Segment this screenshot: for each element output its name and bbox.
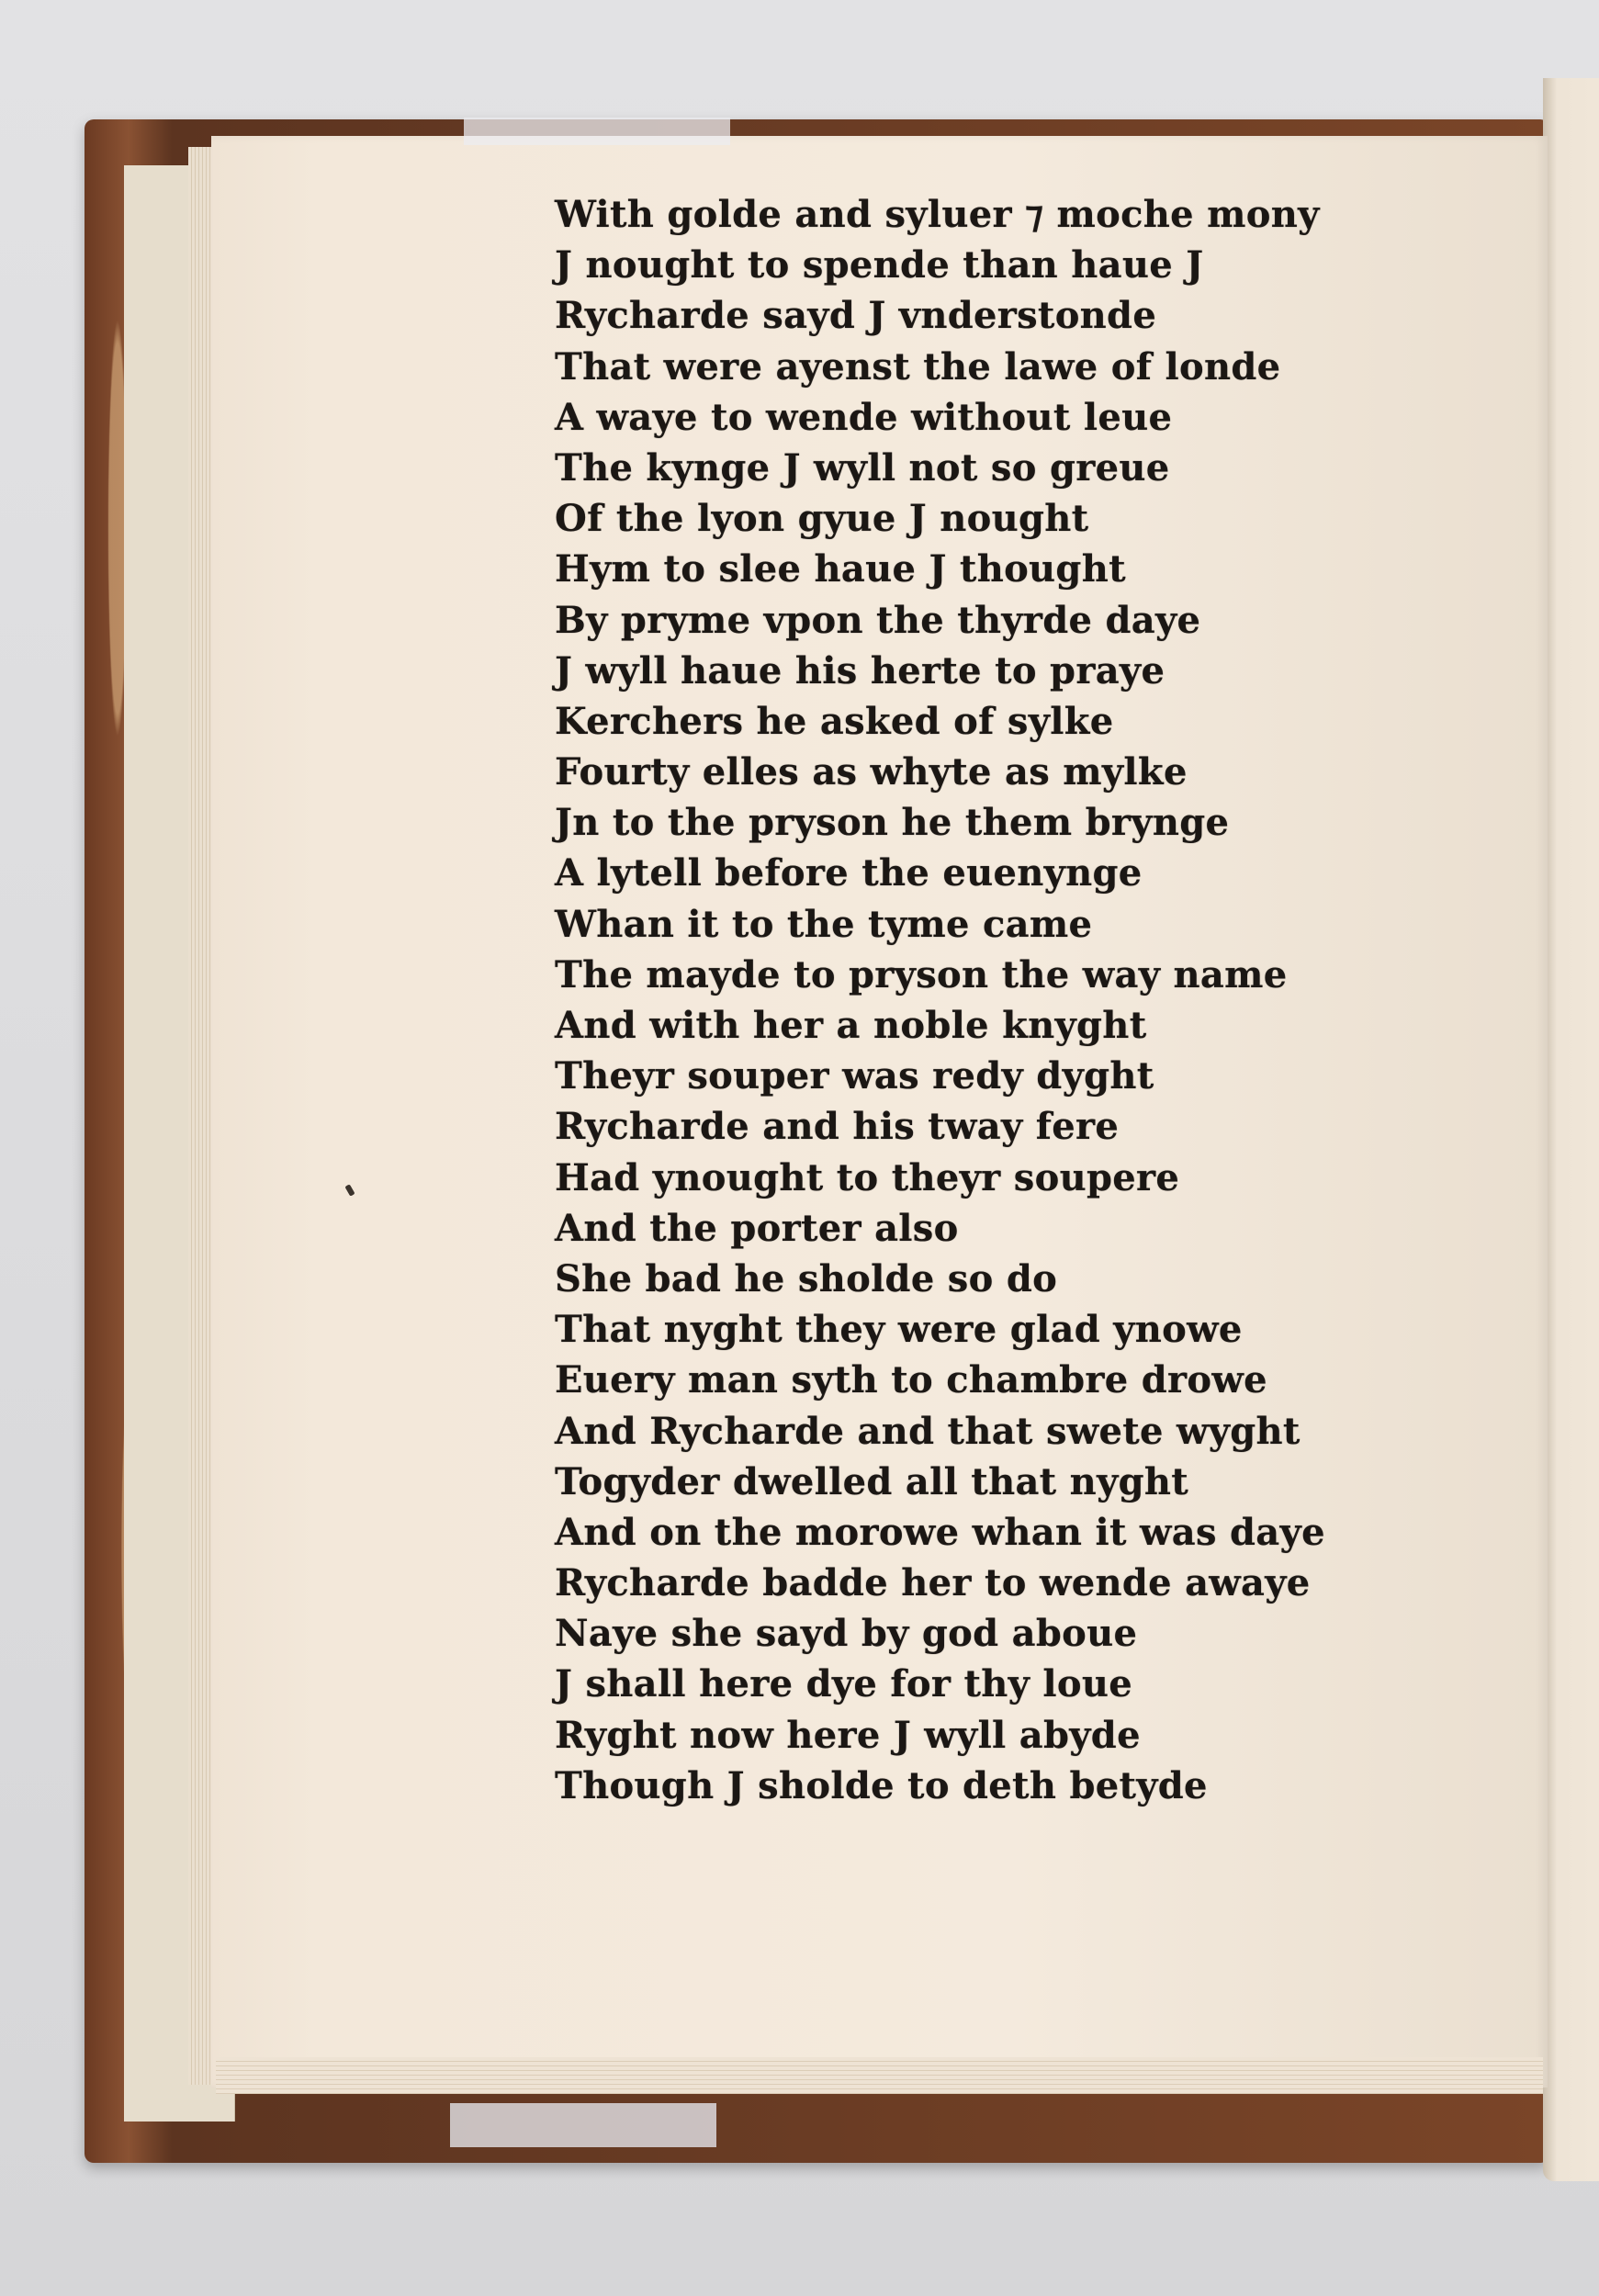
verse-line: J shall here dye for thy loue [555,1662,1132,1706]
verse-line: Whan it to the tyme came [555,902,1093,946]
verse-line: Of the lyon gyue J nought [555,497,1089,541]
verse-line: That nyght they were glad ynowe [555,1308,1243,1352]
verse-line: A lytell before the euenynge [555,851,1143,895]
verse-line: Rycharde badde her to wende awaye [555,1561,1311,1605]
verse-line: Had ynought to theyr soupere [555,1155,1180,1199]
verse-line: J nought to spende than haue J [555,243,1204,287]
verse-line: Hym to slee haue J thought [555,547,1126,591]
verse-line: Rycharde and his tway fere [555,1105,1120,1149]
verse-line: Kerchers he asked of sylke [555,699,1114,743]
verse-line: And the porter also [555,1206,959,1250]
verse-line: She bad he sholde so do [555,1256,1058,1300]
verse-line: The mayde to pryson the way name [555,952,1288,996]
facing-page-text-fragment [1550,184,1599,1864]
verse-line: Euery man syth to chambre drowe [555,1358,1267,1402]
verse-line: J wyll haue his herte to praye [555,648,1165,692]
verse-line: Though J sholde to deth betyde [555,1763,1208,1807]
verse-line: Fourty elles as whyte as mylke [555,750,1188,794]
verse-line: A waye to wende without leue [555,395,1173,439]
tape-strip-top [464,118,730,145]
page-bottom-edge [216,2057,1543,2094]
verse-text-block [555,189,1325,1842]
verse-line: That were ayenst the lawe of londe [555,344,1281,388]
verse-line: Togyder dwelled all that nyght [555,1459,1189,1503]
verse-line: Theyr souper was redy dyght [555,1054,1154,1098]
verse-line: The kynge J wyll not so greue [555,445,1170,490]
verse-line: Jn to the pryson he them brynge [555,801,1230,845]
verse-line: With golde and syluer ⁊ moche mony [555,193,1320,236]
verse-line: Rycharde sayd J vnderstonde [555,294,1157,338]
tape-strip-bottom [450,2103,716,2147]
verse-line: Ryght now here J wyll abyde [555,1713,1141,1757]
verse-line: And with her a noble knyght [555,1004,1147,1047]
verse-line: And Rycharde and that swete wyght [555,1409,1301,1453]
verse-line: And on the morowe whan it was daye [555,1510,1325,1554]
verse-line: Naye she sayd by god aboue [555,1612,1138,1656]
verse-line: By pryme vpon the thyrde daye [555,598,1201,642]
